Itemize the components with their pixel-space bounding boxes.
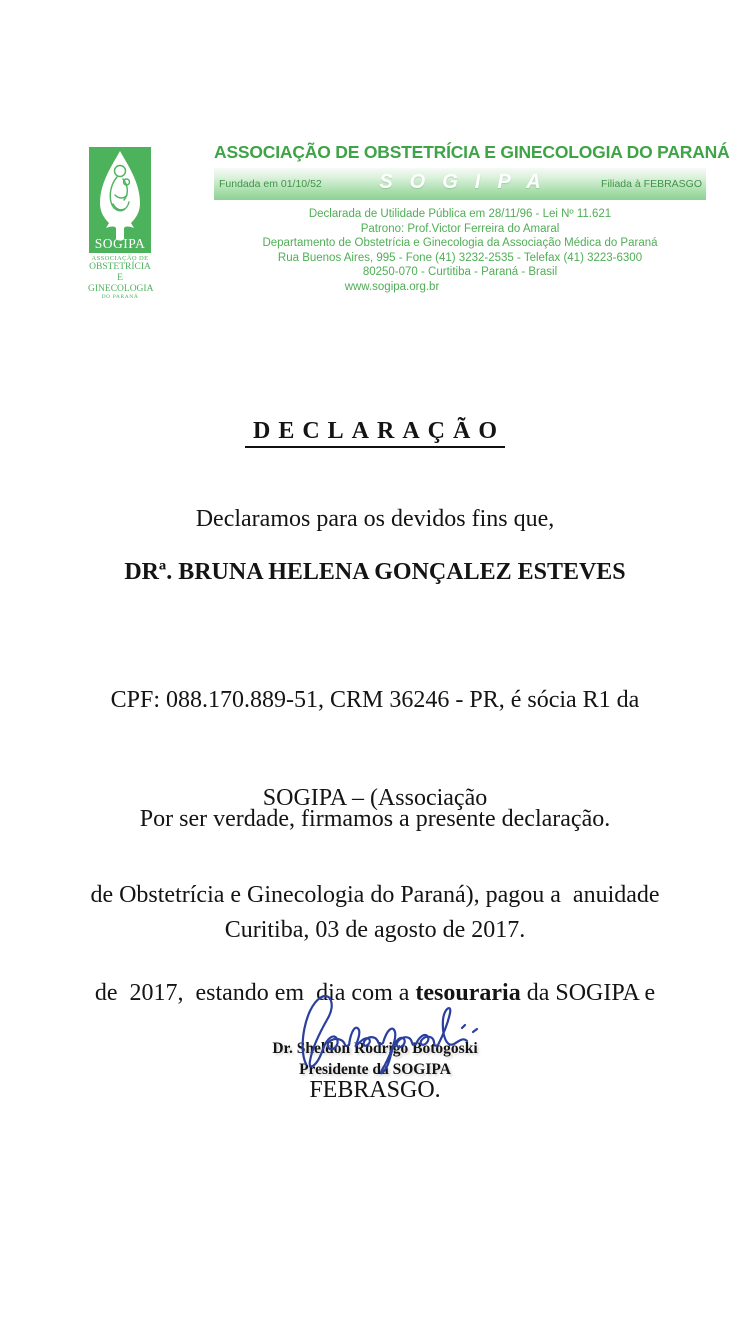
logo-org-line: OBSTETRÍCIA E <box>89 262 151 283</box>
sogipa-logo <box>88 147 152 300</box>
paragraph-line: SOGIPA – (Associação <box>262 784 488 811</box>
founded-label: Fundada em 01/10/52 <box>219 178 322 190</box>
logo-org-line: GINECOLOGIA <box>88 283 154 294</box>
logo-org-line: DO PARANÁ <box>101 294 139 301</box>
closing-line: Por ser verdade, firmamos a presente declaração. <box>139 806 611 832</box>
website-label: www.sogipa.org.br <box>344 280 440 293</box>
paragraph-line: CPF: 088.170.889-51, CRM 36246 - PR, é sócia R1 da <box>110 687 640 713</box>
logo-emblem-box <box>89 147 151 253</box>
handwritten-signature-ink <box>276 988 481 1076</box>
paragraph-segment: da SOGIPA e <box>520 979 656 1006</box>
banner-acronym: SOGIPA <box>379 171 558 193</box>
detail-line: Rua Buenos Aires, 995 - Fone (41) 3232-2535 - Telefax (41) 3223-6300 <box>277 251 643 264</box>
affiliation-label: Filiada à FEBRASGO <box>601 178 702 190</box>
logo-org-lines <box>88 255 152 300</box>
heading-text: DECLARAÇÃO <box>245 418 505 448</box>
signer-title: Presidente da SOGIPA <box>299 1061 451 1078</box>
logo-acronym-label: SOGIPA <box>94 236 146 251</box>
date-line: Curitiba, 03 de agosto de 2017. <box>224 917 526 943</box>
signer-name: Dr. Sheldon Rodrigo Botogoski <box>272 1040 478 1057</box>
detail-line: Departamento de Obstetrícia e Ginecologia da Associação Médica do Paraná <box>262 237 658 249</box>
bold-word-tesouraria: tesouraria <box>415 979 521 1006</box>
sogipa-banner <box>214 168 706 200</box>
paragraph-segment: de 2017, estando em dia com a <box>94 979 416 1006</box>
member-name: DRª. BRUNA HELENA GONÇALEZ ESTEVES <box>124 559 626 585</box>
paragraph-line: de Obstetrícia e Ginecologia do Paraná), pagou a anuidade <box>90 882 660 908</box>
document-heading <box>0 418 750 448</box>
paragraph-line: FEBRASGO. <box>309 1077 441 1103</box>
detail-line: Patrono: Prof.Victor Ferreira do Amaral <box>360 222 560 235</box>
intro-line: Declaramos para os devidos fins que, <box>195 506 555 532</box>
letterhead <box>214 142 730 294</box>
logo-org-line: ASSOCIAÇÃO DE <box>91 255 149 262</box>
organization-name: ASSOCIAÇÃO DE OBSTETRÍCIA E GINECOLOGIA DO PARANÁ <box>214 142 730 162</box>
org-details <box>214 207 706 294</box>
detail-line: 80250-070 - Curtitiba - Paraná - Brasil <box>362 266 558 278</box>
detail-line: Declarada de Utilidade Pública em 28/11/96 - Lei Nº 11.621 <box>308 208 612 220</box>
